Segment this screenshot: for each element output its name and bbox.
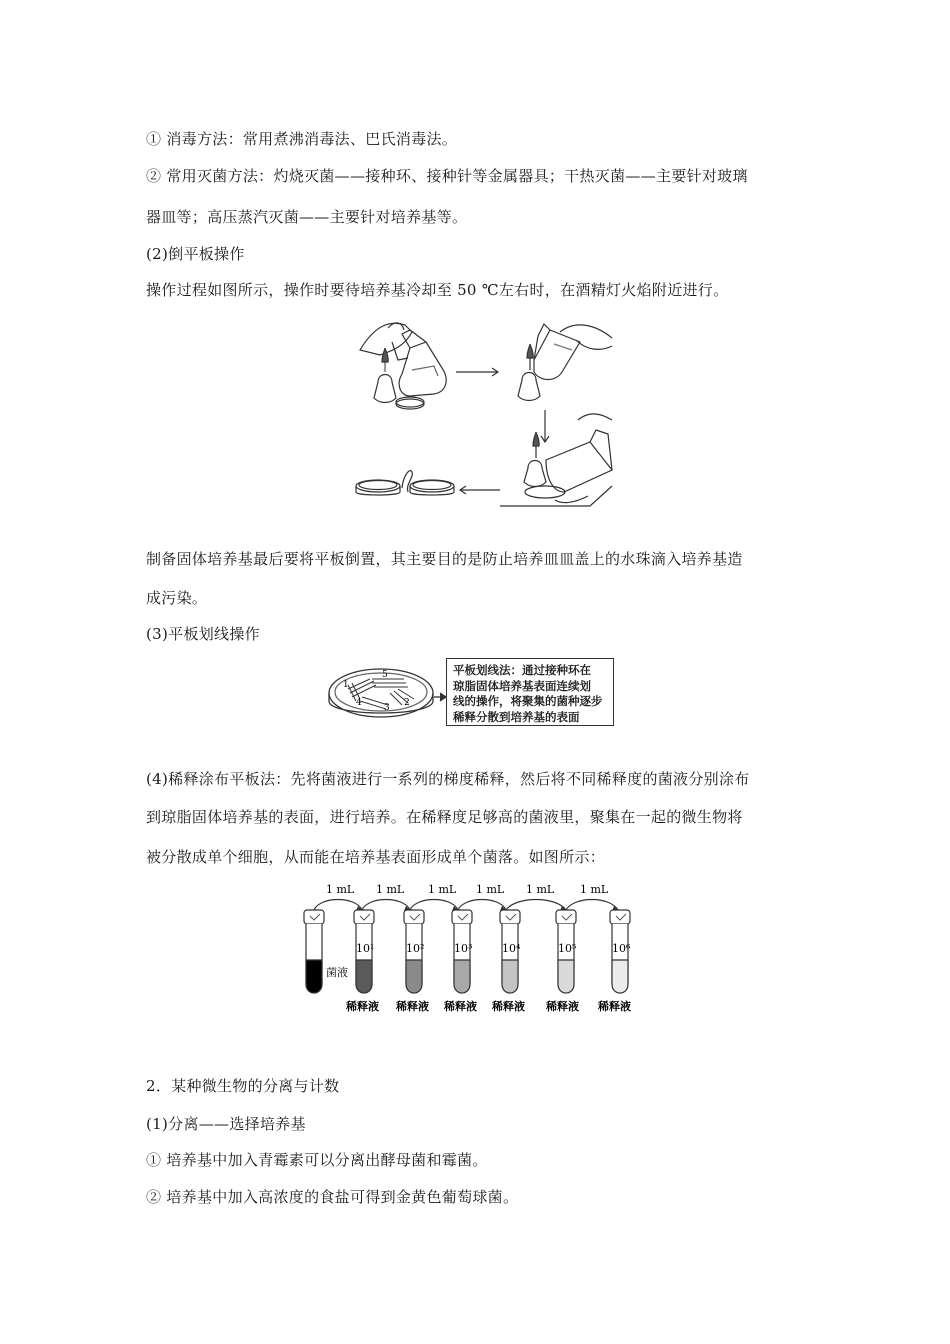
pour-plate-figure	[350, 310, 620, 515]
streak-region-4: 4	[356, 698, 362, 708]
diluent-label: 稀释液	[546, 1000, 579, 1013]
diluent-label: 稀释液	[444, 1000, 477, 1013]
transfer-label: 1 mL	[326, 883, 355, 896]
streak-box-line: 琼脂固体培养基表面连续划	[453, 678, 591, 693]
diluent-label: 稀释液	[396, 1000, 429, 1013]
transfer-label: 1 mL	[376, 883, 405, 896]
text-line-dilution-method: (4)稀释涂布平板法：先将菌液进行一系列的梯度稀释，然后将不同稀释度的菌液分别涂布	[146, 770, 750, 788]
streak-box-line: 稀释分散到培养基的表面	[453, 709, 580, 724]
transfer-label: 1 mL	[476, 883, 505, 896]
streak-box-line: 平板划线法：通过接种环在	[453, 663, 591, 677]
text-line-invert-plate-cont: 成污染。	[146, 589, 208, 607]
tube-label-10-6: 10⁶	[612, 942, 631, 955]
tube-label-10-1: 10¹	[356, 942, 375, 955]
streak-plate-description-box	[446, 658, 614, 726]
transfer-label: 1 mL	[526, 883, 555, 896]
heading-streak-plate: (3)平板划线操作	[146, 625, 260, 643]
heading-pour-plate: (2)倒平板操作	[146, 245, 245, 263]
text-line-penicillin: ① 培养基中加入青霉素可以分离出酵母菌和霉菌。	[146, 1151, 488, 1169]
text-line-sterilization: ② 常用灭菌方法：灼烧灭菌——接种环、接种针等金属器具；干热灭菌——主要针对玻璃	[146, 167, 748, 185]
streak-region-5: 5	[382, 670, 388, 680]
heading-separation-counting: 2．某种微生物的分离与计数	[146, 1077, 340, 1095]
streak-box-line: 线的操作，将聚集的菌种逐步	[453, 694, 603, 708]
text-line-high-salt: ② 培养基中加入高浓度的食盐可得到金黄色葡萄球菌。	[146, 1188, 519, 1206]
streak-plate-figure	[326, 655, 448, 735]
streak-region-3: 3	[384, 703, 390, 713]
text-line-invert-plate: 制备固体培养基最后要将平板倒置，其主要目的是防止培养皿皿盖上的水珠滴入培养基造	[146, 550, 743, 568]
culture-label: 菌液	[326, 966, 348, 979]
text-line-dilution-method-cont: 到琼脂固体培养基的表面，进行培养。在稀释度足够高的菌液里，聚集在一起的微生物将	[146, 808, 743, 826]
tube-label-10-3: 10³	[454, 942, 473, 955]
streak-region-1: 1	[343, 680, 349, 690]
transfer-label: 1 mL	[428, 883, 457, 896]
tube-label-10-5: 10⁵	[558, 942, 577, 955]
tube-label-10-2: 10²	[406, 942, 425, 955]
diluent-label: 稀释液	[598, 1000, 631, 1013]
text-line-pour-process: 操作过程如图所示，操作时要待培养基冷却至 50 ℃左右时，在酒精灯火焰附近进行。	[146, 281, 729, 299]
heading-selective-medium: (1)分离——选择培养基	[146, 1115, 306, 1133]
tube-label-10-4: 10⁴	[502, 942, 521, 955]
dilution-series-figure	[300, 880, 645, 1020]
text-line-dilution-method-cont2: 被分散成单个细胞，从而能在培养基表面形成单个菌落。如图所示：	[146, 848, 606, 866]
diluent-label: 稀释液	[346, 1000, 379, 1013]
text-line-disinfection: ① 消毒方法：常用煮沸消毒法、巴氏消毒法。	[146, 130, 458, 148]
diluent-label: 稀释液	[492, 1000, 525, 1013]
text-line-sterilization-cont: 器皿等；高压蒸汽灭菌——主要针对培养基等。	[146, 208, 468, 226]
streak-region-2: 2	[404, 698, 410, 708]
transfer-label: 1 mL	[580, 883, 609, 896]
